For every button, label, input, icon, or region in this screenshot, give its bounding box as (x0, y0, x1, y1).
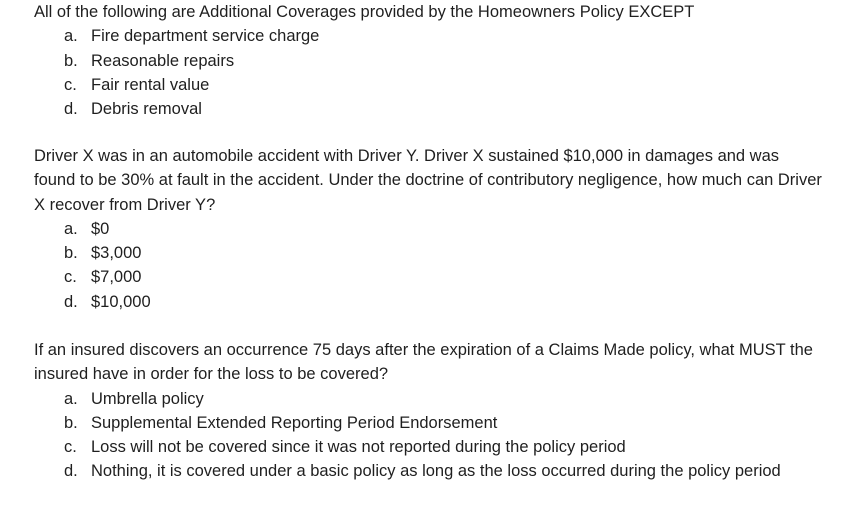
option-letter: c. (64, 75, 77, 94)
answer-option-b (34, 411, 824, 435)
option-text: Fire department service charge (91, 27, 320, 46)
question-stem: All of the following are Additional Coverages provided by the Homeowners Policy EXCEPT (34, 3, 695, 21)
answer-option-a (34, 387, 824, 411)
option-letter: c. (64, 268, 77, 287)
option-letter: b. (64, 244, 78, 263)
answer-option-c (34, 265, 824, 289)
question-2 (34, 144, 824, 314)
answer-option-d (34, 290, 824, 314)
answer-option-a (34, 24, 824, 48)
question-1 (34, 0, 824, 121)
answer-options (34, 24, 824, 121)
option-text: Fair rental value (91, 75, 210, 94)
option-letter: d. (64, 462, 78, 481)
answer-option-b (34, 49, 824, 73)
option-letter: d. (64, 100, 78, 119)
option-text: $0 (91, 219, 110, 238)
option-text: Debris removal (91, 100, 202, 119)
option-letter: a. (64, 27, 78, 46)
question-3 (34, 338, 824, 484)
option-text: $10,000 (91, 292, 151, 311)
answer-option-c (34, 435, 824, 459)
question-stem: If an insured discovers an occurrence 75 days after the expiration of a Claims Made policy, what MUST the insured have in order for the loss to be covered? (34, 341, 813, 384)
option-letter: c. (64, 438, 77, 457)
option-text: Reasonable repairs (91, 51, 235, 70)
answer-option-a (34, 217, 824, 241)
option-letter: b. (64, 51, 78, 70)
option-letter: d. (64, 292, 78, 311)
answer-option-d (34, 97, 824, 121)
answer-option-b (34, 241, 824, 265)
option-text: Supplemental Extended Reporting Period Endorsement (91, 413, 498, 432)
answer-option-c (34, 73, 824, 97)
answer-options (34, 217, 824, 314)
question-stem: Driver X was in an automobile accident with Driver Y. Driver X sustained $10,000 in damages and was found to be 30% at fault in the accident. Under the doctrine of contributory negligence, how much can Driver X recover from Driver Y? (34, 147, 822, 214)
answer-options (34, 387, 824, 484)
option-text: $7,000 (91, 268, 142, 287)
option-text: Nothing, it is covered under a basic policy as long as the loss occurred during the policy period (91, 462, 781, 481)
option-text: Umbrella policy (91, 389, 204, 408)
option-letter: b. (64, 413, 78, 432)
option-text: $3,000 (91, 244, 142, 263)
option-text: Loss will not be covered since it was not reported during the policy period (91, 438, 626, 457)
answer-option-d (34, 459, 824, 483)
option-letter: a. (64, 389, 78, 408)
option-letter: a. (64, 219, 78, 238)
